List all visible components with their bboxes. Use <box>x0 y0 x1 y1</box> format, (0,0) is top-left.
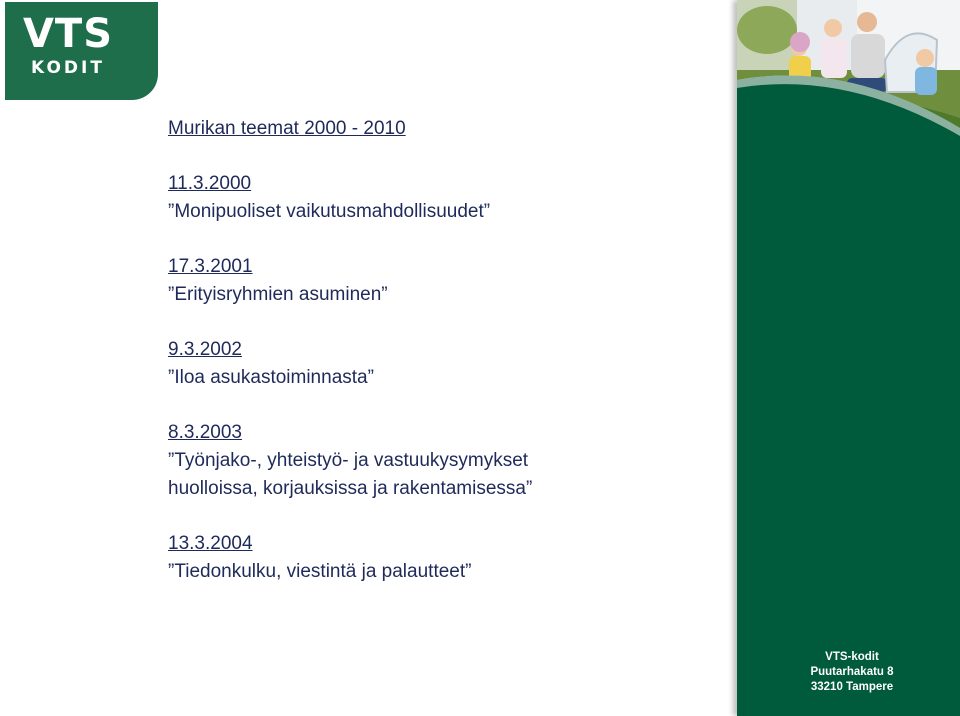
theme-entry-2004 <box>168 530 728 586</box>
logo-text-main: VTS <box>22 11 114 57</box>
slide-title: Murikan teemat 2000 - 2010 <box>168 118 406 139</box>
theme-entry-2003 <box>168 419 728 503</box>
theme-date: 9.3.2002 <box>168 339 242 360</box>
slide-content <box>168 115 728 613</box>
theme-topic: ”Työnjako-, yhteistyö- ja vastuukysymykset huolloissa, korjauksissa ja rakentamisessa” <box>168 450 533 499</box>
theme-date: 8.3.2003 <box>168 422 242 443</box>
vts-kodit-logo <box>5 2 158 100</box>
theme-entry-2000 <box>168 170 728 226</box>
address-street: Puutarhakatu 8 <box>810 666 894 678</box>
theme-entry-2001 <box>168 253 728 309</box>
family-garden-photo <box>737 0 960 140</box>
contact-address <box>797 650 907 695</box>
theme-topic: ”Tiedonkulku, viestintä ja palautteet” <box>168 561 472 582</box>
logo-text-sub: KODIT <box>31 58 105 78</box>
theme-topic: ”Monipuoliset vaikutusmahdollisuudet” <box>168 201 491 222</box>
theme-date: 13.3.2004 <box>168 533 253 554</box>
theme-date: 11.3.2000 <box>168 173 252 194</box>
address-company: VTS-kodit <box>825 651 879 663</box>
photo-illustration <box>737 0 960 140</box>
theme-entry-2002 <box>168 336 728 392</box>
theme-topic: ”Iloa asukastoiminnasta” <box>168 367 374 388</box>
address-city: 33210 Tampere <box>810 681 894 693</box>
theme-topic: ”Erityisryhmien asuminen” <box>168 284 388 305</box>
side-panel <box>737 0 960 716</box>
theme-date: 17.3.2001 <box>168 256 253 277</box>
